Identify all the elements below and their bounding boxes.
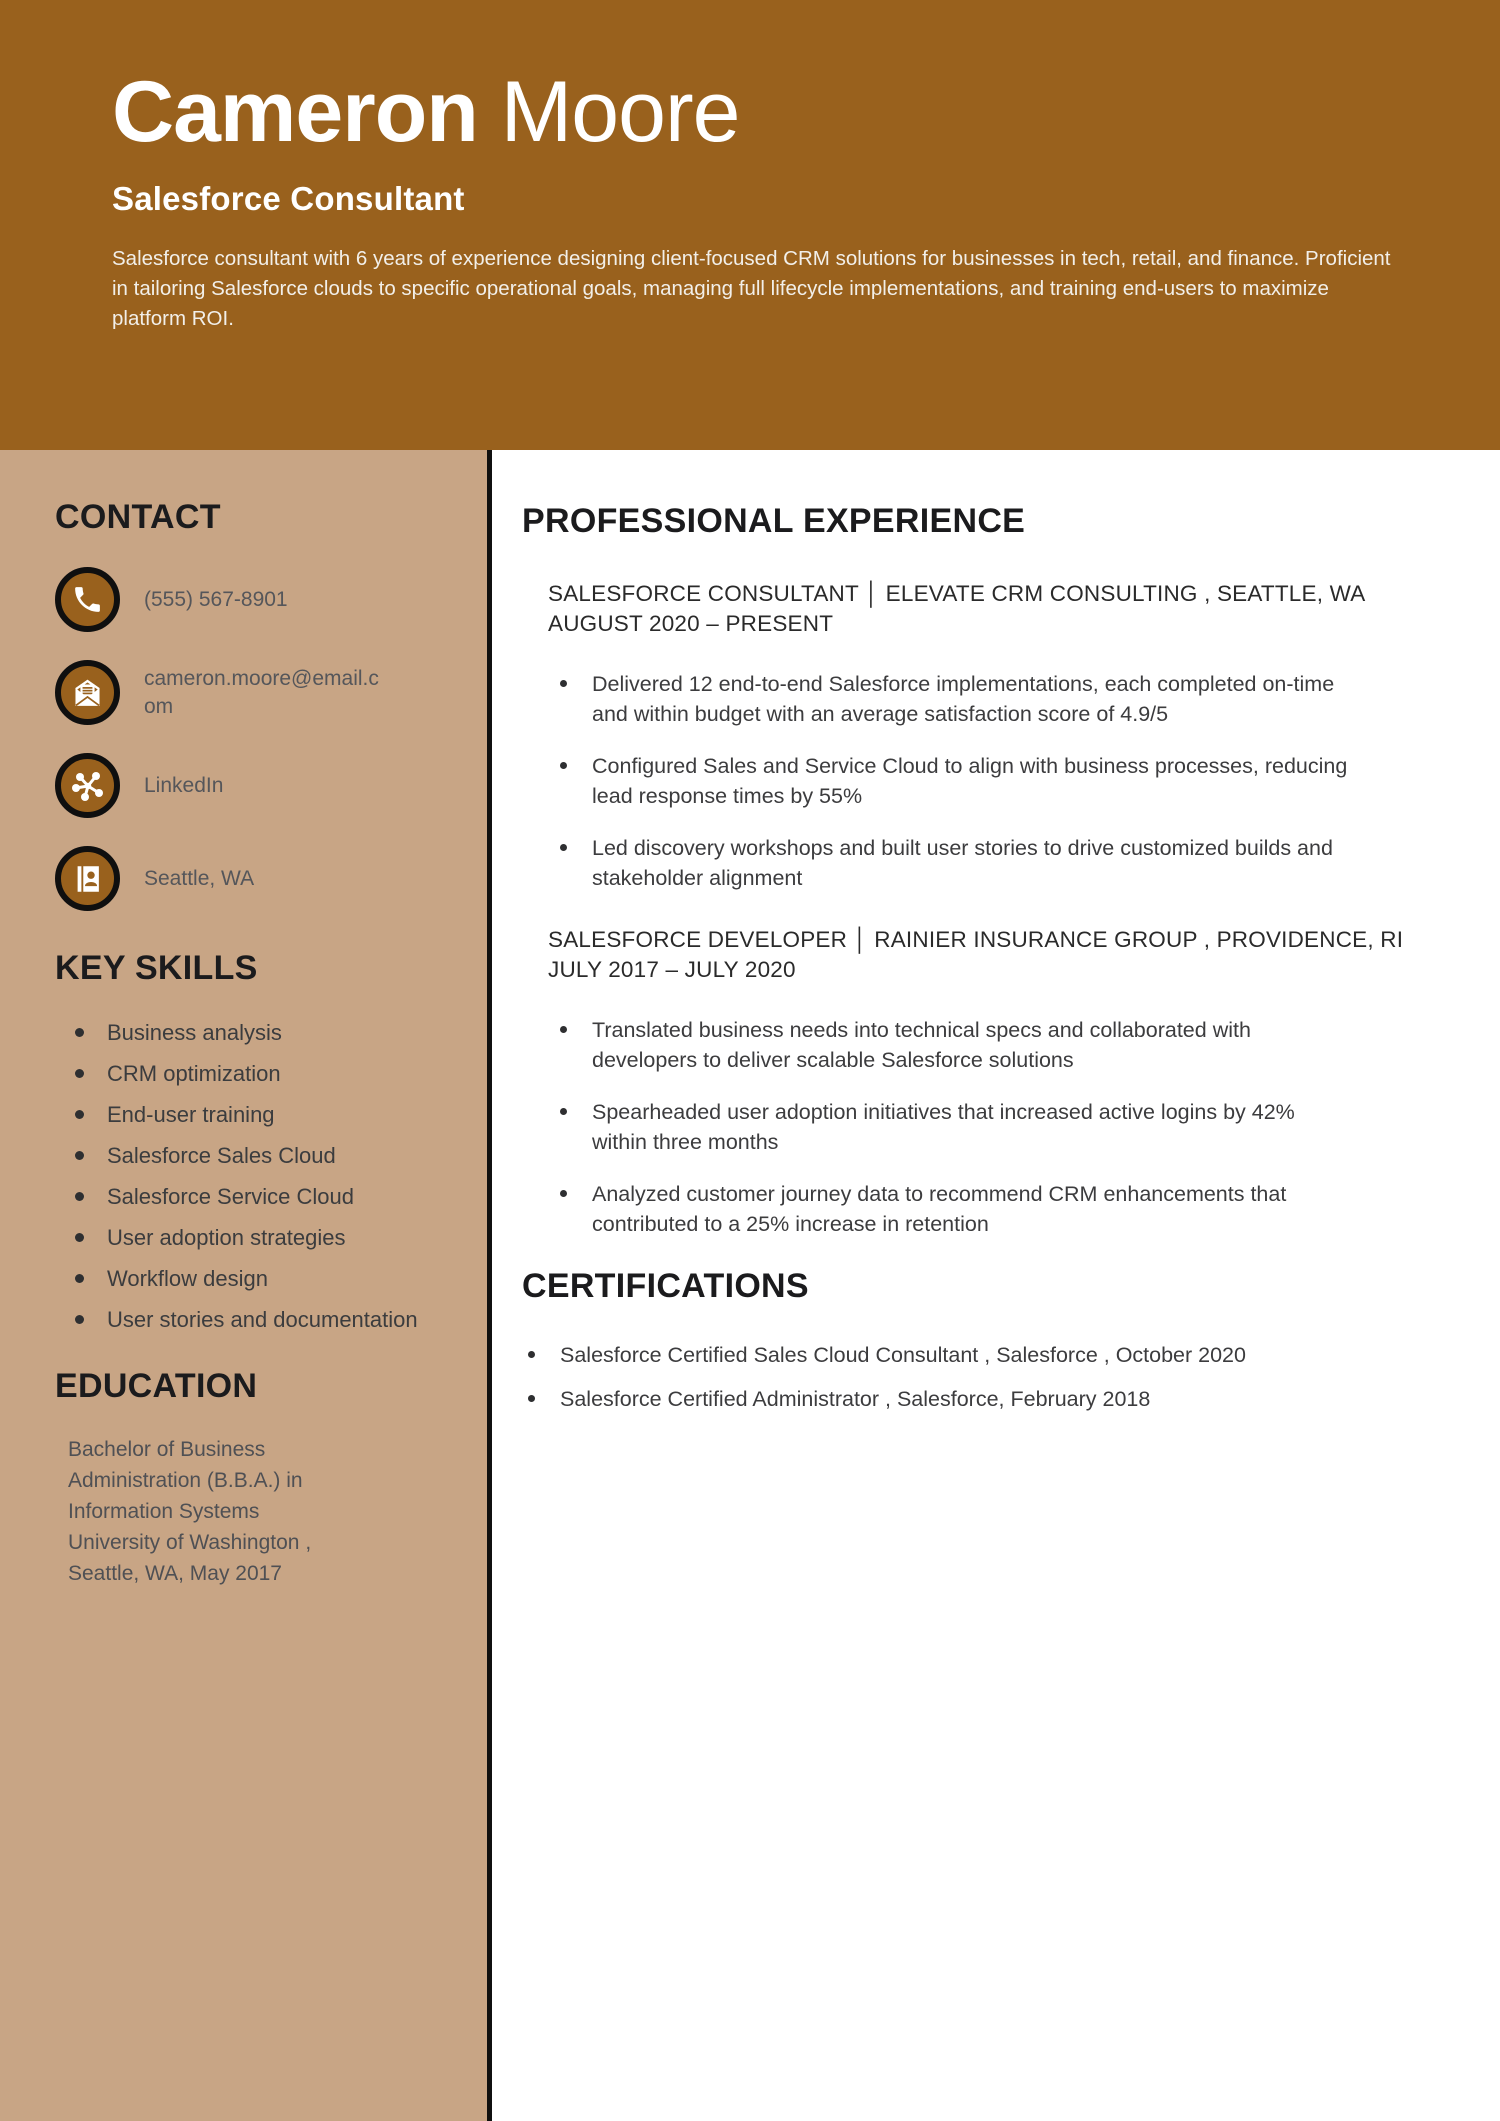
contact-heading: CONTACT (55, 498, 221, 536)
bullet-dot-icon (75, 1192, 84, 1201)
linkedin-icon (55, 753, 120, 818)
job-bullet-list (548, 1015, 1460, 1239)
email-address: cameron.moore@email.com (144, 666, 379, 718)
list-item: Translated business needs into technical specs and collaborated with developers to deliver scalable Salesforce solutions (548, 1015, 1460, 1075)
certifications-heading: CERTIFICATIONS (522, 1267, 809, 1305)
job-entry (548, 925, 1460, 1239)
contact-item-location (55, 846, 447, 911)
experience-heading: PROFESSIONAL EXPERIENCE (522, 502, 1026, 540)
contact-item-phone (55, 567, 447, 632)
bullet-dot-icon (560, 1108, 567, 1115)
certification-list (522, 1340, 1460, 1414)
location-label: Seattle, WA (144, 866, 255, 890)
degree: Bachelor of Business Administration (B.B.A.) in Information Systems (68, 1438, 303, 1523)
school: University of Washington , Seattle, WA, May 2017 (68, 1531, 312, 1585)
bullet-dot-icon (75, 1069, 84, 1078)
list-item: Salesforce Certified Sales Cloud Consultant , Salesforce , October 2020 (522, 1340, 1460, 1370)
list-item: CRM optimization (55, 1059, 447, 1089)
job-entry (548, 579, 1460, 893)
list-item: Workflow design (55, 1264, 447, 1294)
list-item: Configured Sales and Service Cloud to align with business processes, reducing lead response times by 55% (548, 751, 1460, 811)
bullet-dot-icon (75, 1233, 84, 1242)
bullet-dot-icon (560, 680, 567, 687)
job-title: SALESFORCE DEVELOPER │ RAINIER INSURANCE GROUP , PROVIDENCE, RI (548, 927, 1404, 952)
bullet-dot-icon (560, 1190, 567, 1197)
bullet-dot-icon (560, 844, 567, 851)
page-title (112, 64, 1400, 160)
skill-list (55, 1018, 447, 1335)
list-item: Delivered 12 end-to-end Salesforce implementations, each completed on-time and within budget with an average satisfaction score of 4.9/5 (548, 669, 1460, 729)
education-section (55, 1367, 447, 1589)
bullet-dot-icon (528, 1351, 535, 1358)
list-item: End-user training (55, 1100, 447, 1130)
sidebar (0, 450, 487, 2121)
header-job-title: Salesforce Consultant (112, 180, 465, 218)
list-item: Salesforce Sales Cloud (55, 1141, 447, 1171)
bullet-dot-icon (75, 1315, 84, 1324)
bullet-dot-icon (75, 1110, 84, 1119)
job-dates: JULY 2017 – JULY 2020 (548, 957, 796, 982)
bullet-dot-icon (75, 1028, 84, 1037)
contact-item-email (55, 660, 447, 725)
summary-paragraph: Salesforce consultant with 6 years of experience designing client-focused CRM solutions for businesses in tech, retail, and finance. Proficient in tailoring Salesforce clouds to specific operational goals, managing full lifecycle implementations, and training end-users to maximize platform ROI. (112, 247, 1391, 331)
list-item: User stories and documentation (55, 1305, 447, 1335)
job-dates: AUGUST 2020 – PRESENT (548, 611, 834, 636)
list-item: Spearheaded user adoption initiatives that increased active logins by 42% within three months (548, 1097, 1460, 1157)
list-item: Analyzed customer journey data to recommend CRM enhancements that contributed to a 25% increase in retention (548, 1179, 1460, 1239)
email-icon (55, 660, 120, 725)
experience-section (522, 502, 1460, 1239)
phone-icon (55, 567, 120, 632)
contact-section (55, 498, 447, 911)
job-bullet-list (548, 669, 1460, 893)
phone-number: (555) 567-8901 (144, 587, 288, 611)
bullet-dot-icon (560, 762, 567, 769)
location-icon (55, 846, 120, 911)
linkedin-label: LinkedIn (144, 773, 224, 797)
list-item: Salesforce Certified Administrator , Salesforce, February 2018 (522, 1384, 1460, 1414)
list-item: User adoption strategies (55, 1223, 447, 1253)
certifications-section (522, 1267, 1460, 1414)
list-item: Led discovery workshops and built user stories to drive customized builds and stakeholder alignment (548, 833, 1460, 893)
bullet-dot-icon (560, 1026, 567, 1033)
header (0, 0, 1500, 450)
job-title: SALESFORCE CONSULTANT │ ELEVATE CRM CONSULTING , SEATTLE, WA (548, 581, 1366, 606)
key-skills-section (55, 949, 447, 1335)
main-content (492, 450, 1500, 2121)
key-skills-heading: KEY SKILLS (55, 949, 258, 987)
bullet-dot-icon (75, 1151, 84, 1160)
list-item: Salesforce Service Cloud (55, 1182, 447, 1212)
bullet-dot-icon (528, 1395, 535, 1402)
bullet-dot-icon (75, 1274, 84, 1283)
education-details (68, 1434, 368, 1589)
education-heading: EDUCATION (55, 1367, 258, 1405)
list-item: Business analysis (55, 1018, 447, 1048)
contact-item-linkedin (55, 753, 447, 818)
last-name: Moore (500, 64, 740, 160)
first-name: Cameron (112, 64, 478, 160)
contact-list (55, 567, 447, 911)
